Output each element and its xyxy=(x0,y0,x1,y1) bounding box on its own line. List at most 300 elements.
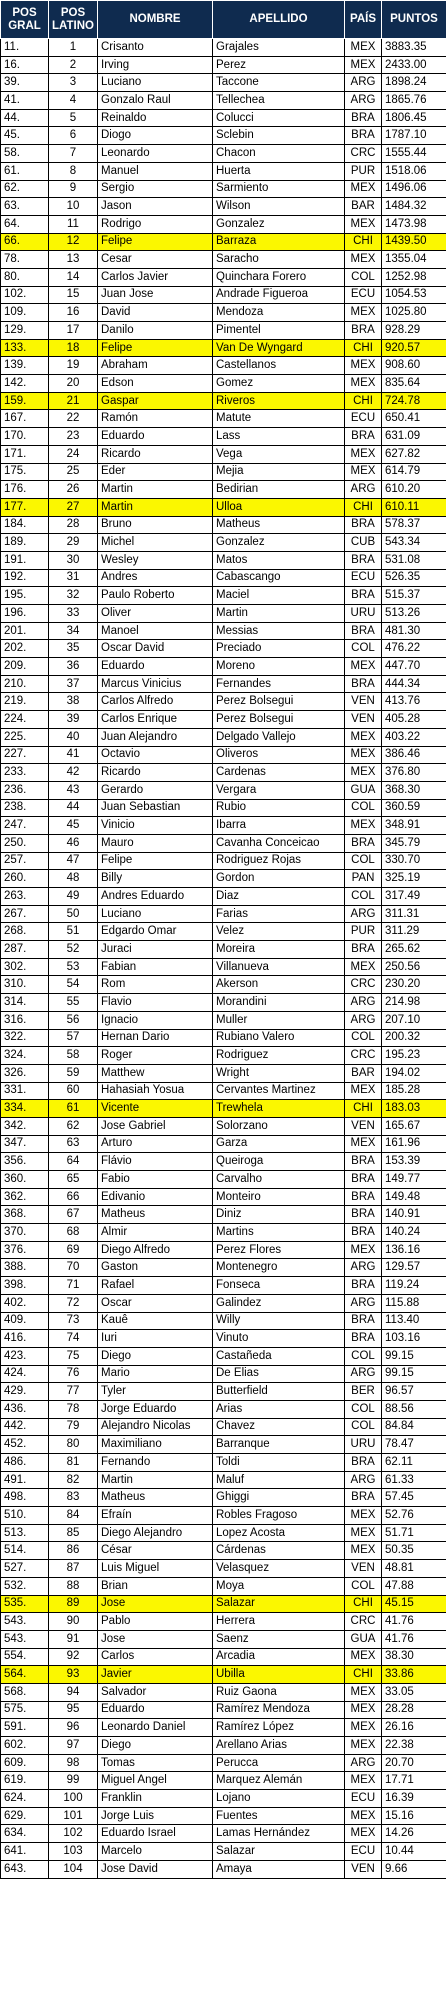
apellido-cell: Herrera xyxy=(213,1613,345,1631)
table-row xyxy=(1,1135,446,1153)
pos-latino-cell: 101 xyxy=(49,1807,98,1825)
puntos-cell: 1025.80 xyxy=(382,304,446,322)
pos-gral-cell: 514. xyxy=(1,1542,49,1560)
pais-cell: MEX xyxy=(345,463,382,481)
table-row xyxy=(1,1843,446,1861)
pais-cell: ARG xyxy=(345,1011,382,1029)
pos-gral-cell: 224. xyxy=(1,711,49,729)
puntos-cell: 413.76 xyxy=(382,693,446,711)
nombre-cell: Ignacio xyxy=(98,1011,213,1029)
pos-latino-cell: 44 xyxy=(49,799,98,817)
pos-gral-cell: 195. xyxy=(1,587,49,605)
apellido-cell: Oliveros xyxy=(213,746,345,764)
puntos-cell: 481.30 xyxy=(382,622,446,640)
pos-latino-cell: 56 xyxy=(49,1011,98,1029)
table-row xyxy=(1,1347,446,1365)
pos-gral-cell: 554. xyxy=(1,1648,49,1666)
puntos-cell: 119.24 xyxy=(382,1277,446,1295)
puntos-cell: 2433.00 xyxy=(382,56,446,74)
pos-gral-cell: 416. xyxy=(1,1330,49,1348)
pos-latino-cell: 53 xyxy=(49,958,98,976)
puntos-cell: 403.22 xyxy=(382,728,446,746)
table-row xyxy=(1,1577,446,1595)
puntos-cell: 368.30 xyxy=(382,781,446,799)
apellido-cell: Monteiro xyxy=(213,1188,345,1206)
pais-cell: MEX xyxy=(345,958,382,976)
header-pais: PAÍS xyxy=(345,1,382,39)
nombre-cell: Fabio xyxy=(98,1171,213,1189)
pos-gral-cell: 129. xyxy=(1,322,49,340)
apellido-cell: Morandini xyxy=(213,994,345,1012)
apellido-cell: Butterfield xyxy=(213,1383,345,1401)
puntos-cell: 348.91 xyxy=(382,817,446,835)
table-row xyxy=(1,941,446,959)
pos-gral-cell: 575. xyxy=(1,1701,49,1719)
header-pos-latino: POS LATINO xyxy=(49,1,98,39)
table-row xyxy=(1,1489,446,1507)
apellido-cell: Mendoza xyxy=(213,304,345,322)
table-row xyxy=(1,1560,446,1578)
pais-cell: BRA xyxy=(345,1171,382,1189)
pos-latino-cell: 2 xyxy=(49,56,98,74)
puntos-cell: 194.02 xyxy=(382,1064,446,1082)
pos-latino-cell: 37 xyxy=(49,675,98,693)
pos-gral-cell: 287. xyxy=(1,941,49,959)
pos-gral-cell: 486. xyxy=(1,1454,49,1472)
table-row xyxy=(1,1436,446,1454)
table-row xyxy=(1,658,446,676)
apellido-cell: Velasquez xyxy=(213,1560,345,1578)
pos-gral-cell: 202. xyxy=(1,640,49,658)
table-row xyxy=(1,1011,446,1029)
pais-cell: BRA xyxy=(345,834,382,852)
puntos-cell: 33.05 xyxy=(382,1683,446,1701)
puntos-cell: 26.16 xyxy=(382,1719,446,1737)
puntos-cell: 84.84 xyxy=(382,1418,446,1436)
puntos-cell: 88.56 xyxy=(382,1400,446,1418)
pais-cell: BRA xyxy=(345,1330,382,1348)
pais-cell: COL xyxy=(345,1029,382,1047)
pais-cell: MEX xyxy=(345,357,382,375)
pos-gral-cell: 192. xyxy=(1,569,49,587)
table-row xyxy=(1,976,446,994)
pais-cell: MEX xyxy=(345,764,382,782)
pos-gral-cell: 159. xyxy=(1,392,49,410)
nombre-cell: Reinaldo xyxy=(98,109,213,127)
apellido-cell: Gomez xyxy=(213,375,345,393)
nombre-cell: Marcus Vinicius xyxy=(98,675,213,693)
pais-cell: BRA xyxy=(345,675,382,693)
puntos-cell: 38.30 xyxy=(382,1648,446,1666)
nombre-cell: Diego xyxy=(98,1347,213,1365)
pais-cell: ARG xyxy=(345,994,382,1012)
apellido-cell: Sclebin xyxy=(213,127,345,145)
puntos-cell: 345.79 xyxy=(382,834,446,852)
pos-gral-cell: 11. xyxy=(1,39,49,57)
nombre-cell: Leonardo xyxy=(98,145,213,163)
pos-gral-cell: 334. xyxy=(1,1100,49,1118)
nombre-cell: Flavio xyxy=(98,994,213,1012)
table-row xyxy=(1,39,446,57)
pais-cell: CUB xyxy=(345,534,382,552)
pos-gral-cell: 629. xyxy=(1,1807,49,1825)
apellido-cell: Rodriguez Rojas xyxy=(213,852,345,870)
table-row xyxy=(1,1807,446,1825)
nombre-cell: Diego xyxy=(98,1737,213,1755)
apellido-cell: Cardenas xyxy=(213,764,345,782)
nombre-cell: Matheus xyxy=(98,1489,213,1507)
pais-cell: ECU xyxy=(345,1843,382,1861)
nombre-cell: Oscar xyxy=(98,1294,213,1312)
puntos-cell: 250.56 xyxy=(382,958,446,976)
apellido-cell: Castañeda xyxy=(213,1347,345,1365)
nombre-cell: Fabian xyxy=(98,958,213,976)
pais-cell: COL xyxy=(345,799,382,817)
table-row xyxy=(1,251,446,269)
nombre-cell: Eder xyxy=(98,463,213,481)
pais-cell: ECU xyxy=(345,410,382,428)
pais-cell: VEN xyxy=(345,1860,382,1878)
nombre-cell: Martin xyxy=(98,1471,213,1489)
pos-gral-cell: 63. xyxy=(1,198,49,216)
apellido-cell: Moreno xyxy=(213,658,345,676)
nombre-cell: Andres xyxy=(98,569,213,587)
header-pos-gral: POS GRAL xyxy=(1,1,49,39)
table-row xyxy=(1,1312,446,1330)
apellido-cell: Mejia xyxy=(213,463,345,481)
pos-gral-cell: 227. xyxy=(1,746,49,764)
pos-latino-cell: 8 xyxy=(49,162,98,180)
table-row xyxy=(1,1507,446,1525)
pos-latino-cell: 71 xyxy=(49,1277,98,1295)
pos-latino-cell: 86 xyxy=(49,1542,98,1560)
pos-latino-cell: 3 xyxy=(49,74,98,92)
nombre-cell: Gerardo xyxy=(98,781,213,799)
pos-latino-cell: 100 xyxy=(49,1790,98,1808)
pos-latino-cell: 36 xyxy=(49,658,98,676)
apellido-cell: Ulloa xyxy=(213,498,345,516)
pos-latino-cell: 67 xyxy=(49,1206,98,1224)
pais-cell: MEX xyxy=(345,215,382,233)
pos-gral-cell: 257. xyxy=(1,852,49,870)
pais-cell: MEX xyxy=(345,39,382,57)
pos-gral-cell: 302. xyxy=(1,958,49,976)
pais-cell: CRC xyxy=(345,1613,382,1631)
nombre-cell: Ricardo xyxy=(98,445,213,463)
table-header xyxy=(1,1,446,39)
pais-cell: BRA xyxy=(345,1188,382,1206)
pos-latino-cell: 68 xyxy=(49,1224,98,1242)
pos-latino-cell: 97 xyxy=(49,1737,98,1755)
puntos-cell: 3883.35 xyxy=(382,39,446,57)
apellido-cell: Quinchara Forero xyxy=(213,268,345,286)
pos-gral-cell: 491. xyxy=(1,1471,49,1489)
pos-gral-cell: 532. xyxy=(1,1577,49,1595)
nombre-cell: Tomas xyxy=(98,1754,213,1772)
table-row xyxy=(1,587,446,605)
puntos-cell: 99.15 xyxy=(382,1347,446,1365)
pos-gral-cell: 342. xyxy=(1,1117,49,1135)
table-row xyxy=(1,215,446,233)
apellido-cell: Martins xyxy=(213,1224,345,1242)
nombre-cell: Almir xyxy=(98,1224,213,1242)
apellido-cell: Moreira xyxy=(213,941,345,959)
apellido-cell: Cabascango xyxy=(213,569,345,587)
pais-cell: URU xyxy=(345,1436,382,1454)
nombre-cell: Leonardo Daniel xyxy=(98,1719,213,1737)
table-row xyxy=(1,74,446,92)
puntos-cell: 28.28 xyxy=(382,1701,446,1719)
nombre-cell: Gaston xyxy=(98,1259,213,1277)
nombre-cell: Rodrigo xyxy=(98,215,213,233)
apellido-cell: Rodriguez xyxy=(213,1047,345,1065)
pos-gral-cell: 429. xyxy=(1,1383,49,1401)
pais-cell: CHI xyxy=(345,1595,382,1613)
pos-gral-cell: 191. xyxy=(1,551,49,569)
pos-gral-cell: 171. xyxy=(1,445,49,463)
pos-latino-cell: 27 xyxy=(49,498,98,516)
pais-cell: COL xyxy=(345,1347,382,1365)
pos-latino-cell: 29 xyxy=(49,534,98,552)
pos-gral-cell: 398. xyxy=(1,1277,49,1295)
table-row xyxy=(1,1241,446,1259)
pos-latino-cell: 69 xyxy=(49,1241,98,1259)
apellido-cell: Amaya xyxy=(213,1860,345,1878)
pos-latino-cell: 24 xyxy=(49,445,98,463)
nombre-cell: Jose xyxy=(98,1595,213,1613)
apellido-cell: Saracho xyxy=(213,251,345,269)
pos-gral-cell: 634. xyxy=(1,1825,49,1843)
nombre-cell: Rom xyxy=(98,976,213,994)
puntos-cell: 1898.24 xyxy=(382,74,446,92)
pos-latino-cell: 73 xyxy=(49,1312,98,1330)
nombre-cell: Mauro xyxy=(98,834,213,852)
pos-latino-cell: 48 xyxy=(49,870,98,888)
pais-cell: COL xyxy=(345,1418,382,1436)
nombre-cell: Eduardo Israel xyxy=(98,1825,213,1843)
pos-gral-cell: 527. xyxy=(1,1560,49,1578)
pos-latino-cell: 25 xyxy=(49,463,98,481)
pais-cell: PUR xyxy=(345,162,382,180)
pos-latino-cell: 93 xyxy=(49,1666,98,1684)
nombre-cell: Octavio xyxy=(98,746,213,764)
pais-cell: MEX xyxy=(345,180,382,198)
pos-gral-cell: 58. xyxy=(1,145,49,163)
puntos-cell: 376.80 xyxy=(382,764,446,782)
puntos-cell: 444.34 xyxy=(382,675,446,693)
nombre-cell: Andres Eduardo xyxy=(98,888,213,906)
puntos-cell: 908.60 xyxy=(382,357,446,375)
pos-gral-cell: 61. xyxy=(1,162,49,180)
apellido-cell: Ubilla xyxy=(213,1666,345,1684)
puntos-cell: 1252.98 xyxy=(382,268,446,286)
pos-gral-cell: 362. xyxy=(1,1188,49,1206)
apellido-cell: Fuentes xyxy=(213,1807,345,1825)
pos-latino-cell: 41 xyxy=(49,746,98,764)
pos-gral-cell: 543. xyxy=(1,1613,49,1631)
nombre-cell: Luciano xyxy=(98,905,213,923)
pos-latino-cell: 34 xyxy=(49,622,98,640)
table-row xyxy=(1,1047,446,1065)
table-row xyxy=(1,1666,446,1684)
pos-latino-cell: 15 xyxy=(49,286,98,304)
puntos-cell: 1787.10 xyxy=(382,127,446,145)
nombre-cell: Hernan Dario xyxy=(98,1029,213,1047)
nombre-cell: Juan Sebastian xyxy=(98,799,213,817)
pais-cell: ARG xyxy=(345,905,382,923)
pos-latino-cell: 18 xyxy=(49,339,98,357)
nombre-cell: Felipe xyxy=(98,852,213,870)
puntos-cell: 1496.06 xyxy=(382,180,446,198)
pais-cell: ARG xyxy=(345,1294,382,1312)
pos-latino-cell: 38 xyxy=(49,693,98,711)
apellido-cell: Villanueva xyxy=(213,958,345,976)
pais-cell: MEX xyxy=(345,1701,382,1719)
table-row xyxy=(1,1064,446,1082)
puntos-cell: 99.15 xyxy=(382,1365,446,1383)
pos-latino-cell: 95 xyxy=(49,1701,98,1719)
table-row xyxy=(1,357,446,375)
nombre-cell: Carlos Alfredo xyxy=(98,693,213,711)
nombre-cell: Edivanio xyxy=(98,1188,213,1206)
puntos-cell: 311.31 xyxy=(382,905,446,923)
nombre-cell: Manoel xyxy=(98,622,213,640)
pos-latino-cell: 98 xyxy=(49,1754,98,1772)
pos-latino-cell: 5 xyxy=(49,109,98,127)
table-row xyxy=(1,1648,446,1666)
pos-gral-cell: 619. xyxy=(1,1772,49,1790)
table-row xyxy=(1,145,446,163)
puntos-cell: 9.66 xyxy=(382,1860,446,1878)
table-row xyxy=(1,109,446,127)
nombre-cell: Crisanto xyxy=(98,39,213,57)
apellido-cell: Castellanos xyxy=(213,357,345,375)
pais-cell: COL xyxy=(345,1577,382,1595)
pais-cell: COL xyxy=(345,268,382,286)
nombre-cell: Franklin xyxy=(98,1790,213,1808)
pos-gral-cell: 260. xyxy=(1,870,49,888)
pais-cell: MEX xyxy=(345,1683,382,1701)
pos-latino-cell: 82 xyxy=(49,1471,98,1489)
apellido-cell: Vega xyxy=(213,445,345,463)
apellido-cell: Queiroga xyxy=(213,1153,345,1171)
pos-gral-cell: 209. xyxy=(1,658,49,676)
pais-cell: CHI xyxy=(345,339,382,357)
pos-gral-cell: 102. xyxy=(1,286,49,304)
table-row xyxy=(1,1701,446,1719)
puntos-cell: 113.40 xyxy=(382,1312,446,1330)
nombre-cell: César xyxy=(98,1542,213,1560)
pos-gral-cell: 360. xyxy=(1,1171,49,1189)
pais-cell: COL xyxy=(345,852,382,870)
table-row xyxy=(1,1772,446,1790)
apellido-cell: Maciel xyxy=(213,587,345,605)
pos-gral-cell: 16. xyxy=(1,56,49,74)
apellido-cell: De Elias xyxy=(213,1365,345,1383)
puntos-cell: 1473.98 xyxy=(382,215,446,233)
pais-cell: BRA xyxy=(345,1153,382,1171)
pos-gral-cell: 347. xyxy=(1,1135,49,1153)
pos-gral-cell: 322. xyxy=(1,1029,49,1047)
pos-gral-cell: 543. xyxy=(1,1630,49,1648)
puntos-cell: 136.16 xyxy=(382,1241,446,1259)
puntos-cell: 1054.53 xyxy=(382,286,446,304)
pos-gral-cell: 170. xyxy=(1,428,49,446)
pos-latino-cell: 96 xyxy=(49,1719,98,1737)
nombre-cell: Carlos Javier xyxy=(98,268,213,286)
puntos-cell: 103.16 xyxy=(382,1330,446,1348)
pos-gral-cell: 189. xyxy=(1,534,49,552)
pos-latino-cell: 20 xyxy=(49,375,98,393)
nombre-cell: Billy xyxy=(98,870,213,888)
pais-cell: BRA xyxy=(345,941,382,959)
nombre-cell: Eduardo xyxy=(98,658,213,676)
puntos-cell: 650.41 xyxy=(382,410,446,428)
table-row xyxy=(1,1082,446,1100)
puntos-cell: 610.20 xyxy=(382,481,446,499)
pais-cell: BRA xyxy=(345,622,382,640)
table-body xyxy=(1,39,446,1879)
pais-cell: MEX xyxy=(345,56,382,74)
pos-latino-cell: 7 xyxy=(49,145,98,163)
pos-latino-cell: 51 xyxy=(49,923,98,941)
nombre-cell: Bruno xyxy=(98,516,213,534)
nombre-cell: Paulo Roberto xyxy=(98,587,213,605)
pos-latino-cell: 49 xyxy=(49,888,98,906)
nombre-cell: Luis Miguel xyxy=(98,1560,213,1578)
apellido-cell: Matos xyxy=(213,551,345,569)
pais-cell: URU xyxy=(345,605,382,623)
pos-latino-cell: 39 xyxy=(49,711,98,729)
puntos-cell: 200.32 xyxy=(382,1029,446,1047)
table-row xyxy=(1,817,446,835)
pos-gral-cell: 641. xyxy=(1,1843,49,1861)
pais-cell: MEX xyxy=(345,1135,382,1153)
pos-gral-cell: 176. xyxy=(1,481,49,499)
pos-latino-cell: 17 xyxy=(49,322,98,340)
pos-latino-cell: 28 xyxy=(49,516,98,534)
puntos-cell: 50.35 xyxy=(382,1542,446,1560)
table-row xyxy=(1,127,446,145)
pos-gral-cell: 225. xyxy=(1,728,49,746)
pos-gral-cell: 210. xyxy=(1,675,49,693)
pos-latino-cell: 55 xyxy=(49,994,98,1012)
table-row xyxy=(1,392,446,410)
nombre-cell: Oscar David xyxy=(98,640,213,658)
pos-latino-cell: 72 xyxy=(49,1294,98,1312)
table-row xyxy=(1,375,446,393)
pos-latino-cell: 90 xyxy=(49,1613,98,1631)
pais-cell: MEX xyxy=(345,251,382,269)
pos-latino-cell: 9 xyxy=(49,180,98,198)
puntos-cell: 195.23 xyxy=(382,1047,446,1065)
apellido-cell: Ramírez López xyxy=(213,1719,345,1737)
apellido-cell: Perez Bolsegui xyxy=(213,711,345,729)
puntos-cell: 1484.32 xyxy=(382,198,446,216)
apellido-cell: Galindez xyxy=(213,1294,345,1312)
pais-cell: CHI xyxy=(345,392,382,410)
table-row xyxy=(1,781,446,799)
pais-cell: BRA xyxy=(345,1224,382,1242)
puntos-cell: 265.62 xyxy=(382,941,446,959)
pais-cell: MEX xyxy=(345,658,382,676)
pos-gral-cell: 424. xyxy=(1,1365,49,1383)
pos-latino-cell: 88 xyxy=(49,1577,98,1595)
apellido-cell: Rubio xyxy=(213,799,345,817)
pos-latino-cell: 1 xyxy=(49,39,98,57)
pais-cell: VEN xyxy=(345,1560,382,1578)
pos-latino-cell: 31 xyxy=(49,569,98,587)
